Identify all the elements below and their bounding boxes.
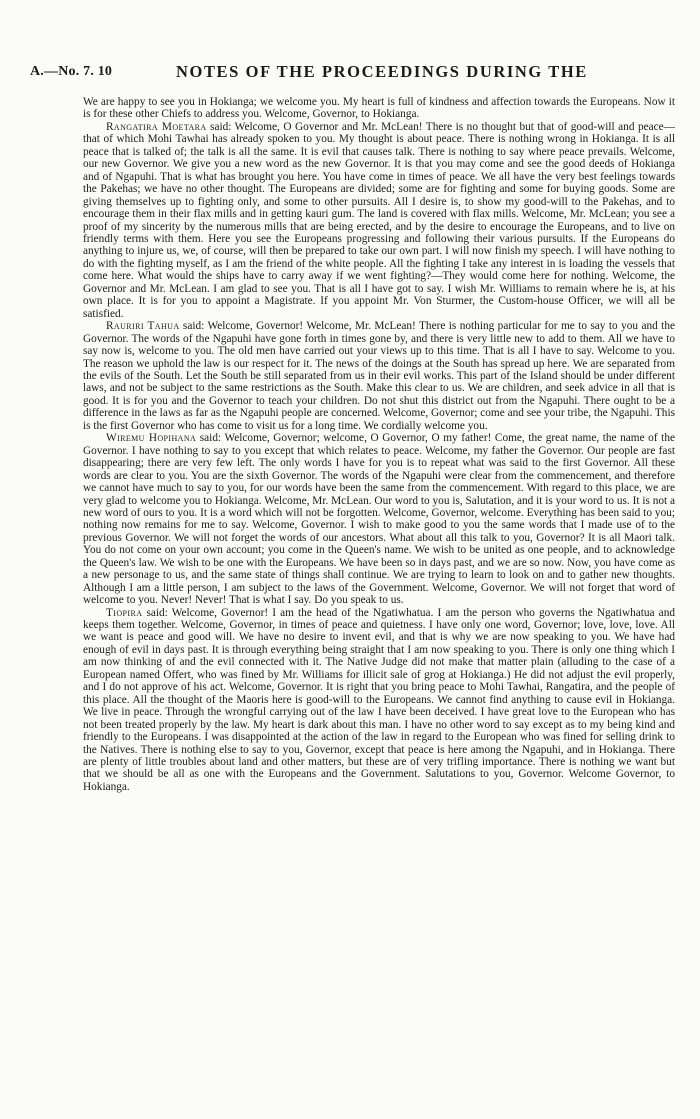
- page-header: [30, 62, 675, 82]
- running-title: NOTES OF THE PROCEEDINGS DURING THE: [176, 62, 588, 81]
- speaker-name: Wiremu Hopihana: [106, 432, 197, 445]
- paragraph-text: said: Welcome, Governor; welcome, O Governor, O my father! Come, the great name, the name of the Governor. I have nothing to say to you except that which relates to peace. Welcome, my father the Governor. Our people are fast disappearing; there are very few left. The only words I have for you is to repeat what was said to the first Governor. All these words are clear to you. You are the sixth Governor. The words of the Ngapuhi were clear from the commencement, and therefore we cannot have much to say to you, for our words have been the same from the commencement. With regard to this place, we are very glad to welcome you to Hokianga. Welcome, Mr. McLean. Our word to you is, Salutation, and it is your word to us. It is not a new word of ours to you. It is a word which will not be forgotten. Welcome, Governor, welcome. Everything has been said to you; nothing now remains for me to say. Welcome, Governor. I wish to make good to you the same words that I made use of to the previous Governor. We will not forget the words of our ancestors. What about all this talk to you, Governor? It is all Maori talk. You do not come on your own account; you come in the Queen's name. We wish to be united as one people, and to acknowledge the Queen's law. We wish to be one with the Europeans. We have been so in days past, and we are so now. Now, you have come as a new personage to us, and the same state of things shall continue. We are trying to learn to look on and to gather new thoughts. Although I am a little person, I am subject to the laws of the Government. Welcome, Governor. We will not forget that word of welcome to you. Never! Never! That is what I say. Do you speak to us.: [83, 432, 675, 607]
- paragraph-text: said: Welcome, Governor! I am the head of the Ngatiwhatua. I am the person who governs the Ngatiwhatua and keeps them together. Welcome, Governor, in times of peace and quietness. I have only one word, Governor; love, love, love. All we want is peace and good will. We have no desire to invent evil, and that is why we are now speaking to you. We have had enough of evil in days past. It is through everything being straight that I am now speaking to you. There is only one thing which I am now thinking of and the evil connected with it. The Native Judge did not make that matter plain (alluding to the case of a European named Offert, who was fined by Mr. Williams for illicit sale of grog at Hokianga.) He did not adjust the evil properly, and I do not approve of his act. Welcome, Governor. It is right that you bring peace to Mohi Tawhai, Rangatira, and the people of this place. All the thought of the Maoris here is good-will to the Europeans. We cannot find anything to cause evil in Hokianga. We live in peace. Through the wrongful carrying out of the law I have been deceived. I have great love to the European who has not been treated properly by the law. My heart is dark about this man. I have no other word to say except as to my being kind and friendly to the Europeans. I was disappointed at the action of the law in regard to the European who was fined for selling drink to the Natives. There is nothing else to say to you, Governor, except that peace is here among the Ngapuhi, and in Hokianga. There are plenty of little troubles about land and other matters, but these are of very trifling importance. There is nothing we want but that we should be all as one with the Europeans and the Government. Salutations to you, Governor. Welcome Governor, to Hokianga.: [83, 606, 675, 793]
- paragraph-rauriri-tahua: [83, 320, 675, 432]
- speaker-name: Rangatira Moetara: [106, 120, 207, 133]
- paragraph-wiremu-hopihana: [83, 432, 675, 606]
- paragraph-mohi-tawhai-end: [83, 96, 675, 121]
- paragraph-rangatira-moetara: [83, 121, 675, 320]
- paragraph-tiopira: [83, 607, 675, 794]
- body-text: [83, 96, 675, 793]
- speaker-name: Tiopira: [106, 606, 143, 619]
- paragraph-text: said: Welcome, O Governor and Mr. McLean! There is no thought but that of good-will and peace—that of which Mohi Tawhai has already spoken to you. My thought is about peace. There is nothing wrong in Hokianga. It is all peace that is talked of; the talk is all the same. It is evil that causes talk. There is nothing to say where peace prevails. Welcome, our new Governor. We give you a new word as the new Governor. It is that you may come and see the good deeds of Hokianga and of Ngapuhi. That is what has brought you here. You have come in times of peace. We all have the very best feelings towards the Pakehas; we have no other thought. The Europeans are divided; some are for fighting and some for buying goods. Some are giving themselves up to fighting only, and some to other pursuits. All I desire is, to show my good-will to the Pakehas, and to encourage them in their flax mills and in getting kauri gum. The land is covered with flax mills. Welcome, Mr. McLean; you see a proof of my sincerity by the numerous mills that are being erected, and by the desire to encourage the Europeans, and to live on friendly terms with them. Here you see the Europeans progressing and following their various pursuits. If the Europeans do anything to injure us, we, of course, will then be prepared to take our own part. I will now finish my speech. I will have nothing to do with the fighting myself, as I am the friend of the white people. All the fighting I take any interest in is loading the vessels that come here. What would the ships have to carry away if we went fighting?—They would come here for nothing. Welcome, the Governor and Mr. McLean. I am glad to see you. That is all I have got to say. I wish Mr. Williams to remain where he is, at his own place. It is for you to appoint a Magistrate. If you appoint Mr. Von Sturmer, the Custom-house Officer, we will all be satisfied.: [83, 120, 675, 320]
- speaker-name: Rauriri Tahua: [106, 320, 180, 333]
- paragraph-text: said: Welcome, Governor! Welcome, Mr. McLean! There is nothing particular for me to say to you and the Governor. The words of the Ngapuhi have gone forth in times gone by, and there is very little new to add to them. All we have to say now is, welcome to you. The old men have carried out your views up to this time. That is all I have to say. Welcome to you. The reason we uphold the law is our respect for it. The news of the doings at the South has spread up here. We are separated from the evils of the South. Let the South be still separated from us in their evil works. This part of the Island should be under different laws, and not be subject to the same restrictions as the South. Make this clear to us. We are children, and seek advice in all that is good. It is for you and the Governor to teach your children. Do not shut this district out from the Ngapuhi. There ought to be a difference in the laws as far as the Ngapuhi people are concerned. Welcome, Governor; come and see your tribe, the Ngapuhi. This is the first Governor who has come to visit us for a long time. We cordially welcome you.: [83, 320, 675, 432]
- document-reference: A.—No. 7. 10: [30, 64, 113, 79]
- paragraph-text: We are happy to see you in Hokianga; we welcome you. My heart is full of kindness and affection towards the Europeans. Now it is for these other Chiefs to address you. Welcome, Governor, to Hokianga.: [83, 96, 675, 121]
